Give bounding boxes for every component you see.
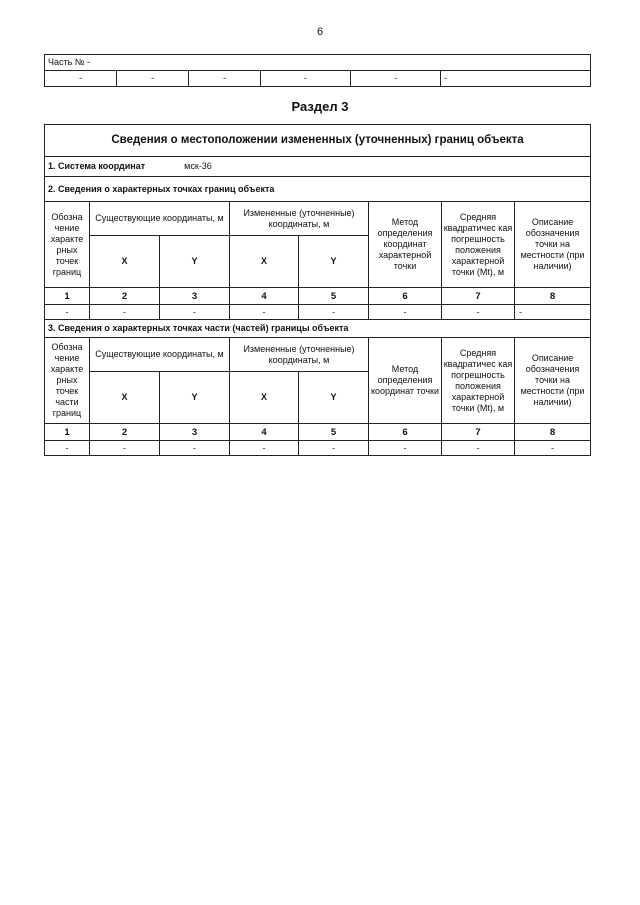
b3-column-numbers: [45, 424, 591, 441]
column-number: 1: [45, 424, 90, 441]
part-value: -: [351, 71, 441, 87]
column-number: 7: [442, 424, 515, 441]
column-number: 6: [369, 288, 442, 305]
section-title: Раздел 3: [291, 99, 349, 114]
cell-value: -: [90, 441, 160, 456]
page-number: 6: [316, 26, 324, 38]
cell-value: -: [442, 305, 515, 320]
table-title: Сведения о местоположении измененных (уточненных) границ объекта: [45, 125, 591, 157]
b3-col-description: Описание обозначения точки на местности (при наличии): [515, 338, 591, 424]
column-number: 2: [90, 424, 160, 441]
b2-col-method: Метод определения координат характерной точки: [369, 202, 442, 288]
b2-col-existing: Существующие координаты, м: [90, 202, 230, 236]
column-number: 6: [369, 424, 442, 441]
column-number: 1: [45, 288, 90, 305]
part-value: -: [441, 71, 591, 87]
cell-value: -: [515, 305, 591, 320]
cell-value: -: [230, 441, 299, 456]
cell-value: -: [160, 305, 230, 320]
cell-value: -: [515, 441, 591, 456]
cell-value: -: [369, 305, 442, 320]
b3-col-changed-x: X: [230, 372, 299, 424]
b3-col-existing-x: X: [90, 372, 160, 424]
b2-column-numbers: [45, 288, 591, 305]
column-number: 4: [230, 288, 299, 305]
part-values-row: [45, 71, 591, 87]
column-number: 5: [299, 288, 369, 305]
coord-system-label: 1. Система координат: [48, 161, 146, 171]
cell-value: -: [90, 305, 160, 320]
part-value: -: [117, 71, 189, 87]
b2-col-changed-x: X: [230, 236, 299, 288]
b2-data-row: [45, 305, 591, 320]
column-number: 5: [299, 424, 369, 441]
b2-col-changed-y: Y: [299, 236, 369, 288]
cell-value: -: [369, 441, 442, 456]
column-number: 2: [90, 288, 160, 305]
column-number: 3: [160, 424, 230, 441]
column-number: 4: [230, 424, 299, 441]
cell-value: -: [299, 441, 369, 456]
column-number: 3: [160, 288, 230, 305]
part-value: -: [189, 71, 261, 87]
cell-value: -: [299, 305, 369, 320]
cell-value: -: [442, 441, 515, 456]
boundary-table: [44, 124, 591, 456]
cell-value: -: [230, 305, 299, 320]
cell-value: -: [160, 441, 230, 456]
coord-system-row: [45, 157, 591, 177]
b2-col-description: Описание обозначения точки на местности (при наличии): [515, 202, 591, 288]
b2-col-mse: Средняя квадратичес кая погрешность положения характерной точки (Mt), м: [442, 202, 515, 288]
part-label: Часть № -: [45, 55, 591, 71]
column-number: 8: [515, 424, 591, 441]
coord-system-value: мск-36: [184, 161, 212, 171]
b3-col-changed-y: Y: [299, 372, 369, 424]
b3-col-mse: Средняя квадратичес кая погрешность положения характерной точки (Mt), м: [442, 338, 515, 424]
part-table: [44, 54, 591, 87]
cell-value: -: [45, 441, 90, 456]
b3-col-changed: Измененные (уточненные) координаты, м: [230, 338, 369, 372]
b3-data-row: [45, 441, 591, 456]
b2-col-existing-x: X: [90, 236, 160, 288]
b2-col-changed: Измененные (уточненные) координаты, м: [230, 202, 369, 236]
b3-col-existing: Существующие координаты, м: [90, 338, 230, 372]
b3-col-method: Метод определения координат точки: [369, 338, 442, 424]
b3-col-designation: Обозна чение характе рных точек части границ: [45, 338, 90, 424]
part-value: -: [261, 71, 351, 87]
block2-title: 2. Сведения о характерных точках границ объекта: [45, 177, 591, 202]
cell-value: -: [45, 305, 90, 320]
b2-col-existing-y: Y: [160, 236, 230, 288]
column-number: 7: [442, 288, 515, 305]
block3-title: 3. Сведения о характерных точках части (частей) границы объекта: [45, 320, 591, 338]
b2-col-designation: Обозна чение характе рных точек границ: [45, 202, 90, 288]
part-value: -: [45, 71, 117, 87]
b3-col-existing-y: Y: [160, 372, 230, 424]
column-number: 8: [515, 288, 591, 305]
